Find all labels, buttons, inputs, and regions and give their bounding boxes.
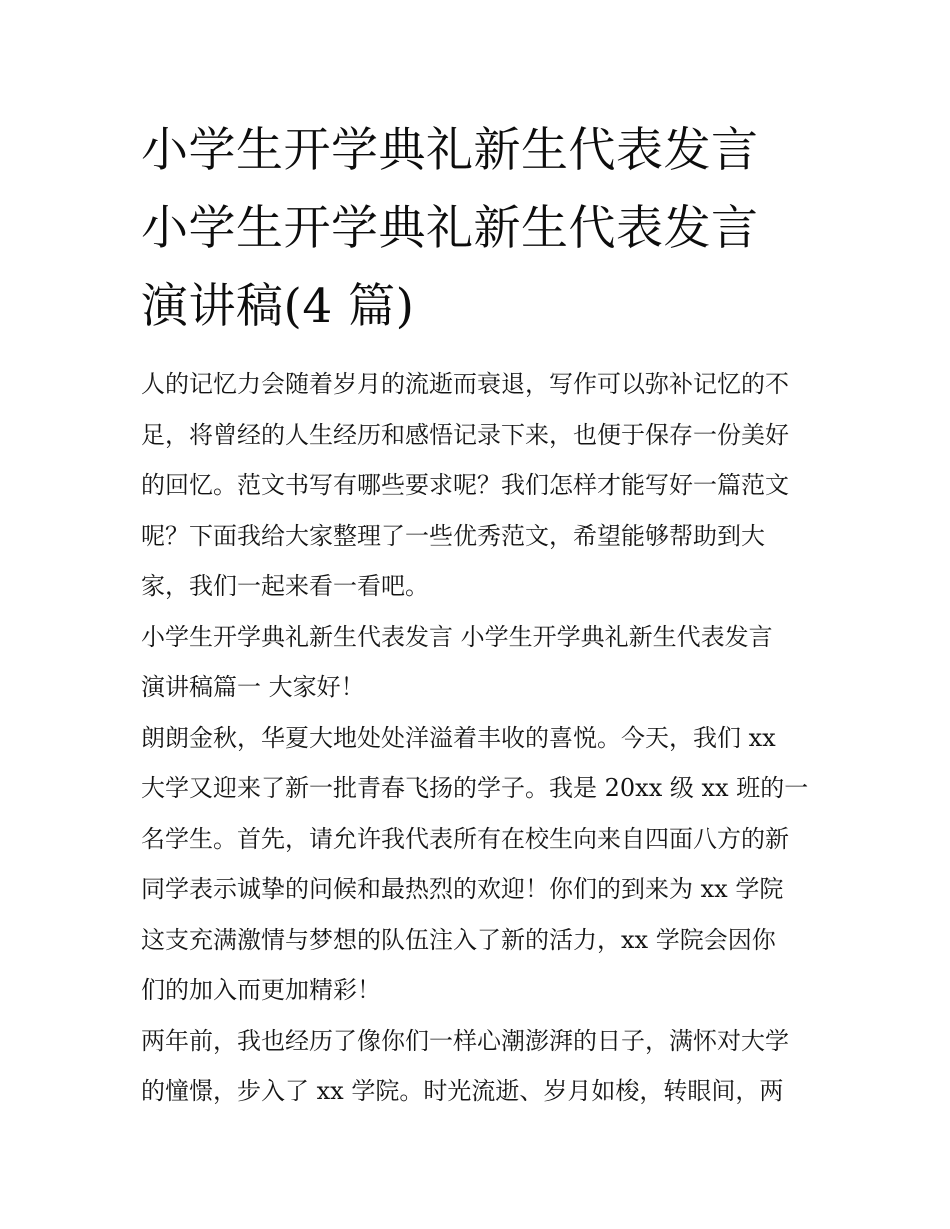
title-line: 演讲稿(4 篇) (141, 279, 415, 334)
text-line: 家，我们一起来看一看吧。 (141, 572, 429, 600)
text-line: 两年前，我也经历了像你们一样心潮澎湃的日子，满怀对大学 (141, 1026, 789, 1055)
title-line: 小学生开学典礼新生代表发言 (141, 123, 759, 178)
text-line: 的回忆。范文书写有哪些要求呢？我们怎样才能写好一篇范文 (141, 471, 789, 499)
text-line: 这支充满激情与梦想的队伍注入了新的活力，xx 学院会因你 (141, 925, 776, 954)
text-line: 同学表示诚挚的问候和最热烈的欢迎！你们的到来为 xx 学院 (141, 875, 784, 903)
title-line: 小学生开学典礼新生代表发言 (141, 201, 759, 256)
welcome-paragraph (141, 713, 813, 1016)
document-content (141, 112, 813, 1117)
text-line: 足，将曾经的人生经历和感悟记录下来，也便于保存一份美好 (141, 420, 789, 449)
text-line: 们的加入而更加精彩！ (141, 976, 381, 1004)
text-line: 朗朗金秋，华夏大地处处洋溢着丰收的喜悦。今天，我们 xx (141, 723, 776, 752)
document-title (141, 112, 813, 346)
text-line: 人的记忆力会随着岁月的流逝而衰退，写作可以弥补记忆的不 (141, 370, 789, 398)
text-line: 大学又迎来了新一批青春飞扬的学子。我是 20xx 级 xx 班的一 (141, 774, 809, 802)
intro-paragraph (141, 359, 813, 612)
memory-paragraph (141, 1016, 813, 1117)
section-heading-paragraph (141, 612, 813, 713)
text-line: 小学生开学典礼新生代表发言 小学生开学典礼新生代表发言 (141, 622, 773, 651)
text-line: 的憧憬，步入了 xx 学院。时光流逝、岁月如梭，转眼间，两 (141, 1077, 784, 1105)
text-line: 名学生。首先，请允许我代表所有在校生向来自四面八方的新 (141, 824, 789, 853)
text-line: 呢？下面我给大家整理了一些优秀范文，希望能够帮助到大 (141, 521, 765, 550)
text-line: 演讲稿篇一 大家好！ (141, 673, 365, 701)
